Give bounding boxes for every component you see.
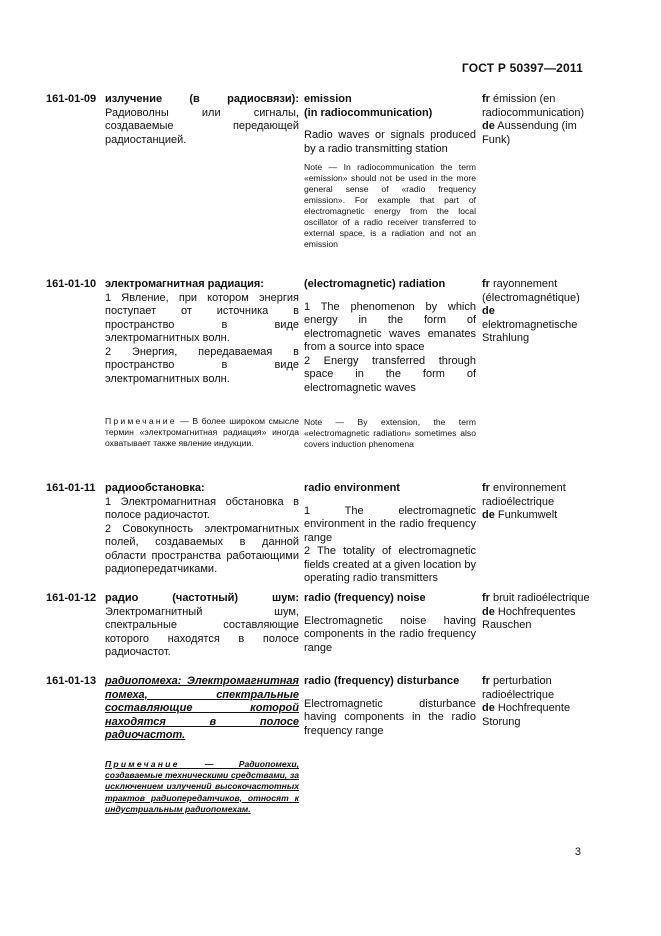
en-def: Electromagnetic disturbance having components in the radio frequency range [304, 697, 476, 737]
ru-note-text: — Радиопомехи, создаваемые техническими средствами, за исключением излучений высокочастотных трактов радиопередатчиков, относят к индустриальным радиопомехам. [105, 759, 299, 814]
ru-def-1: 1 Электромагнитная обстановка в полосе радиочастот. [105, 495, 299, 521]
en-definition [304, 675, 476, 738]
en-term: radio environment [304, 482, 400, 494]
en-definition [304, 592, 476, 655]
fr-term: émission (en radiocommunication) [482, 93, 585, 119]
ru-note-text: — В более широком смысле термин «электромагнитная радиация» иногда охватывает также явление индукции. [105, 416, 299, 449]
de-label: de [482, 305, 495, 317]
en-def: Electromagnetic noise having components in the radio frequency range [304, 614, 476, 654]
en-def-2: 2 The totality of electromagnetic fields created at a given location by operating radio transmitters [304, 545, 476, 584]
fr-label: fr [482, 592, 490, 604]
en-def-2: 2 Energy transferred through space in the form of electromagnetic waves [304, 354, 476, 394]
ru-definition [105, 278, 299, 386]
de-label: de [482, 509, 495, 521]
ru-definition [105, 592, 299, 660]
fr-de-terms [482, 278, 592, 346]
en-definition [304, 93, 476, 250]
ru-note [105, 759, 299, 815]
en-note: Note — By extension, the term «electromagnetic radiation» sometimes also covers induction phenomena [304, 417, 476, 449]
de-term: Aussendung (im Funk) [482, 120, 577, 146]
ru-def: Электромагнитная помеха, спектральные составляющие которой находятся в полосе радиочастот. [105, 675, 299, 741]
de-term: Funkumwelt [494, 509, 558, 521]
fr-label: fr [482, 93, 490, 105]
ru-term: электромагнитная радиация: [105, 278, 264, 290]
en-def-1: 1 The phenomenon by which energy in the form of electromagnetic waves emanates from a source into space [304, 300, 476, 353]
de-label: de [482, 702, 495, 714]
entry-number: 161-01-12 [46, 592, 97, 604]
fr-de-terms [482, 482, 592, 523]
en-definition [304, 278, 476, 395]
en-term: emission [304, 93, 352, 105]
en-term: radio (frequency) disturbance [304, 675, 460, 687]
ru-note-label: Примечание [105, 416, 177, 426]
fr-term: perturbation radioélectrique [482, 675, 555, 701]
fr-de-terms [482, 675, 592, 729]
ru-definition [105, 93, 299, 147]
en-term-qualifier: (in radiocommunication) [304, 106, 433, 119]
ru-def-2: 2 Энергия, передаваемая в пространство в виде электромагнитных волн. [105, 345, 299, 385]
ru-def-1: 1 Явление, при котором энергия поступает от источника в пространство в виде электромагнитных волн. [105, 291, 299, 344]
fr-de-terms [482, 93, 592, 147]
entry-number: 161-01-09 [46, 93, 97, 105]
fr-term: bruit radioélectrique [489, 592, 590, 604]
ru-term: радио (частотный) шум: [105, 592, 299, 604]
document-header: ГОСТ Р 50397—2011 [461, 61, 583, 75]
ru-definition [105, 482, 299, 577]
entry-number: 161-01-13 [46, 675, 97, 687]
fr-term: rayonnement (électromagnétique) [482, 278, 580, 304]
de-term: Hochfrequente Storung [482, 702, 571, 728]
ru-term: излучение (в радиосвязи): [105, 93, 299, 105]
en-note: Note — In radiocommunication the term «emission» should not be used in the more general sense of «radio frequency emission». For example that part of electromagnetic energy from the local oscillator of a radio receiver transferred to external space, is a radiation and not an emission [304, 162, 476, 249]
entry-number: 161-01-11 [46, 482, 96, 494]
ru-def: Электромагнитный шум, спектральные составляющие которого находятся в полосе радиочастот. [105, 605, 299, 658]
ru-term: радиообстановка: [105, 482, 205, 494]
en-def: Radio waves or signals produced by a radio transmitting station [304, 129, 476, 155]
de-term: Hochfrequentes Rauschen [482, 605, 576, 631]
page-number: 3 [574, 846, 581, 858]
en-def-1: 1 The electromagnetic environment in the radio frequency range [304, 504, 476, 544]
fr-label: fr [482, 675, 490, 687]
ru-note-label: Примечание [105, 759, 180, 769]
entry-number: 161-01-10 [46, 278, 97, 290]
fr-term: environnement radioélectrique [482, 482, 566, 508]
ru-def-2: 2 Совокупность электромагнитных полей, создаваемых в данной области пространства работающими радиопередатчиками. [105, 522, 299, 575]
ru-definition [105, 675, 299, 743]
ru-term: радиопомеха: [105, 675, 182, 687]
ru-note [105, 416, 299, 450]
en-term: radio (frequency) noise [304, 592, 426, 604]
fr-label: fr [482, 482, 490, 494]
en-term: (electromagnetic) radiation [304, 278, 446, 290]
de-label: de [482, 120, 495, 132]
de-term: elektromagnetische Strahlung [482, 318, 578, 344]
de-label: de [482, 605, 495, 618]
en-definition [304, 482, 476, 586]
ru-def: Радиоволны или сигналы, создаваемые передающей радиостанцией. [105, 106, 299, 146]
fr-label: fr [482, 278, 490, 290]
fr-de-terms [482, 592, 592, 633]
